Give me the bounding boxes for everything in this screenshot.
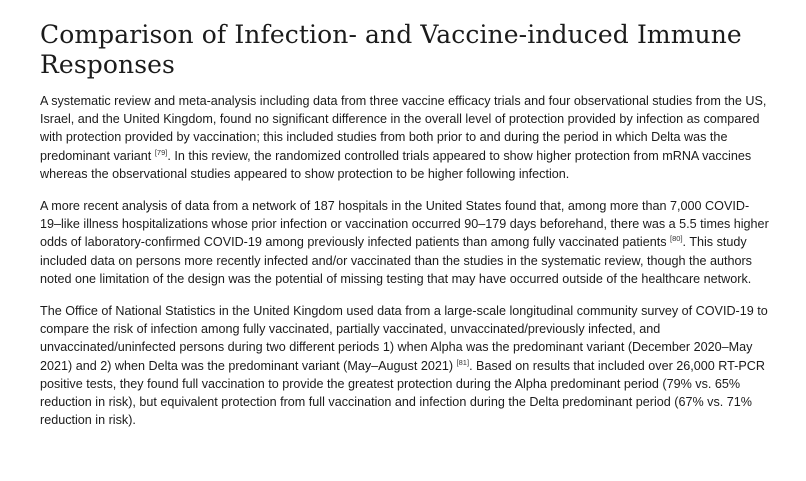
paragraph-text: A systematic review and meta-analysis including data from three vaccine efficacy trials and four observational studies from the US, Israel, and the United Kingdom, found no significant difference in the overall level of protection provided by infection as compared with protection provided by vaccination; this included studies from both prior to and during the period in which Delta was the predominant variant — [40, 94, 767, 163]
paragraph-text: A more recent analysis of data from a network of 187 hospitals in the United States found that, among more than 7,000 COVID-19–like illness hospitalizations whose prior infection or vaccination occurred 90–179 days beforehand, there was a 5.5 times higher odds of laboratory-confirmed COVID-19 among previously infected patients than among fully vaccinated patients — [40, 199, 769, 250]
article — [40, 20, 770, 443]
citation-79[interactable]: [79] — [154, 147, 168, 157]
paragraph-ons-survey — [40, 302, 770, 429]
citation-81[interactable]: [81] — [456, 357, 470, 367]
citation-80[interactable]: [80] — [670, 234, 683, 244]
paragraph-text: . In this review, the randomized controlled trials appeared to show higher protection from mRNA vaccines whereas the observational studies appeared to show protection to be higher following infection. — [40, 148, 752, 181]
paragraph-hospital-analysis — [40, 197, 770, 288]
paragraph-systematic-review — [40, 92, 770, 183]
paragraph-text: . Based on results that included over 26,000 RT-PCR positive tests, they found full vaccination to provide the greatest protection during the Alpha predominant period (79% vs. 65% reduction in risk), but equivalent protection from full vaccination and infection during the Delta predominant period (67% vs. 71% reduction in risk). — [40, 358, 765, 428]
section-heading: Comparison of Infection- and Vaccine-induced Immune Responses — [40, 20, 742, 79]
paragraph-text: . This study included data on persons more recently infected and/or vaccinated than the studies in the systematic review, though the authors noted one limitation of the design was the potential of missing testing that may have occurred outside of the healthcare network. — [40, 235, 752, 286]
paragraph-text: The Office of National Statistics in the United Kingdom used data from a large-scale longitudinal community survey of COVID-19 to compare the risk of infection among fully vaccinated, partially vaccinated, unvaccinated/previously infected, and unvaccinated/uninfected persons during two different periods 1) when Alpha was the predominant variant (December 2020–May 2021) and 2) when Delta was the predominant variant (May–August 2021) — [40, 304, 768, 373]
